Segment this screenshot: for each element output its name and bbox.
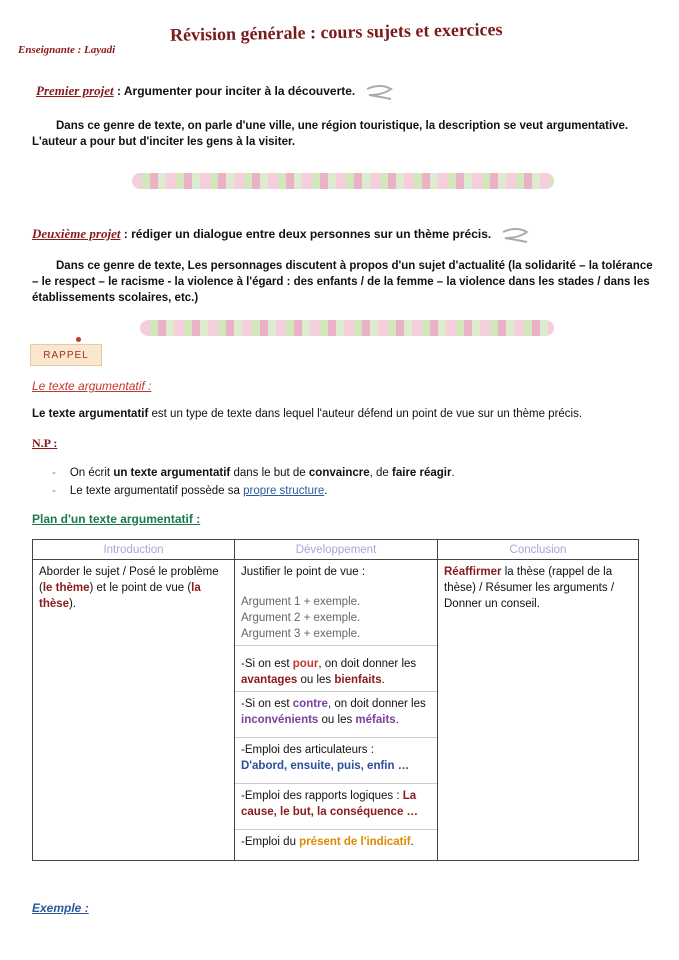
table-header-row <box>33 540 639 560</box>
swirl-icon <box>365 83 395 101</box>
projet1-heading <box>36 83 395 101</box>
def-bold: Le texte argumentatif <box>32 408 149 420</box>
np-list <box>52 464 455 500</box>
projet1-para-line1: Dans ce genre de texte, on parle d'une ville, une région touristique, la description se veut argumentative. <box>56 120 629 132</box>
plan-table <box>32 539 639 861</box>
dev-present: -Emploi du présent de l'indicatif. <box>241 836 414 848</box>
page-title: Révision générale : cours sujets et exercices <box>169 19 503 45</box>
dev-justify: Justifier le point de vue : Argument 1 + exemple. Argument 2 + exemple. Argument 3 + exemple. <box>235 560 437 646</box>
projet2-title: : rédiger un dialogue entre deux personnes sur un thème précis. <box>120 227 492 242</box>
cell-conclusion: Réaffirmer la thèse (rappel de la thèse) / Résumer les arguments / Donner un conseil. <box>438 560 639 861</box>
floral-divider <box>140 320 554 336</box>
def-rest: est un type de texte dans lequel l'auteur défend un point de vue sur un thème précis. <box>148 408 583 420</box>
np-label: N.P : <box>32 436 58 450</box>
exemple-heading: Exemple : <box>32 901 89 915</box>
col-conclusion: Conclusion <box>438 540 639 560</box>
table-row <box>33 560 639 861</box>
pin-dot <box>76 337 81 342</box>
projet1-para-line2: L'auteur a pour but d'inciter les gens à la visiter. <box>32 136 296 148</box>
projet1-label: Premier projet <box>36 83 114 99</box>
dev-articulateurs: -Emploi des articulateurs : D'abord, ensuite, puis, enfin … <box>235 738 437 784</box>
projet2-para-line2: – le respect – le racisme - la violence à l'égard : des enfants / de la femme – la violence dans les stades / dans les <box>32 276 650 288</box>
projet2-heading <box>32 226 531 244</box>
projet2-label: Deuxième projet <box>32 226 121 242</box>
rappel-badge: RAPPEL <box>30 344 102 366</box>
swirl-icon <box>501 226 531 244</box>
propre-structure-link[interactable]: propre structure <box>243 485 325 497</box>
projet2-para-line1: Dans ce genre de texte, Les personnages discutent à propos d'un sujet d'actualité (la solidarité – la tolérance <box>56 260 653 272</box>
dev-contre: -Si on est contre, on doit donner les inconvénients ou les méfaits. <box>235 692 437 738</box>
col-introduction: Introduction <box>33 540 235 560</box>
dev-rapports: -Emploi des rapports logiques : La cause, le but, la conséquence … <box>235 784 437 830</box>
cell-developpement <box>235 560 438 861</box>
teacher-name: Enseignante : Layadi <box>18 44 116 56</box>
plan-heading: Plan d'un texte argumentatif : <box>32 512 201 526</box>
cell-introduction: Aborder le sujet / Posé le problème (le thème) et le point de vue (la thèse). <box>33 560 235 861</box>
texte-arg-definition <box>32 408 582 420</box>
floral-divider <box>132 173 554 189</box>
texte-arg-heading: Le texte argumentatif : <box>32 379 152 393</box>
dev-pour: -Si on est pour, on doit donner les avantages ou les bienfaits. <box>235 646 437 692</box>
projet1-title: : Argumenter pour inciter à la découverte. <box>113 84 356 99</box>
list-item: - On écrit un texte argumentatif dans le but de convaincre, de faire réagir. <box>52 464 455 482</box>
list-item: - Le texte argumentatif possède sa propre structure. <box>52 482 455 500</box>
projet2-para-line3: établissements scolaires, etc.) <box>32 292 199 304</box>
col-developpement: Développement <box>235 540 438 560</box>
